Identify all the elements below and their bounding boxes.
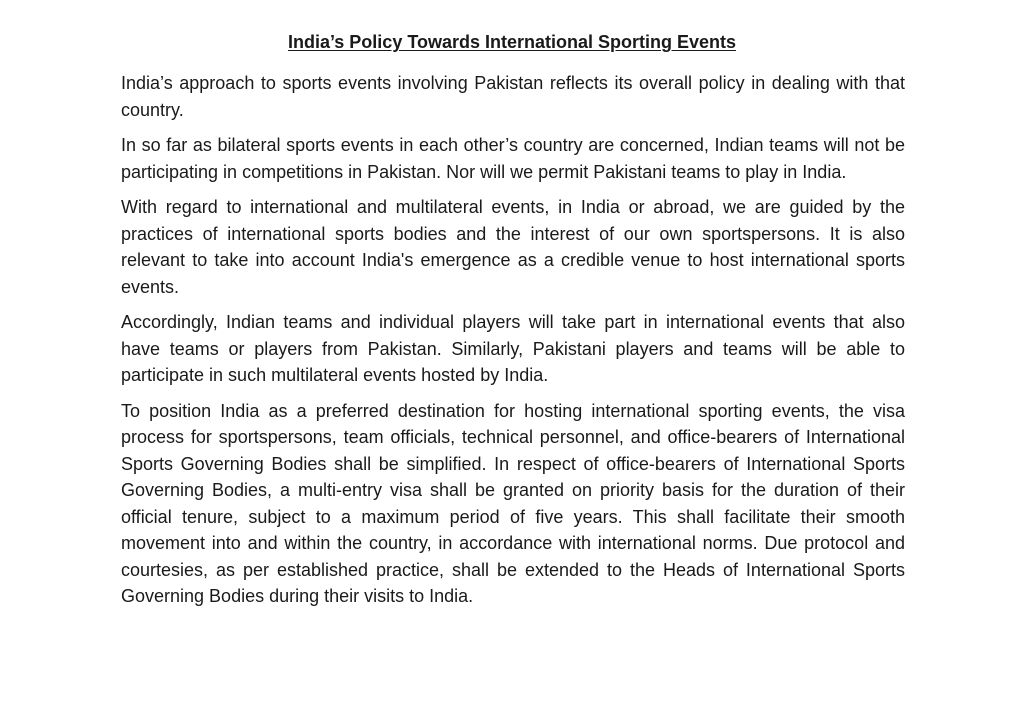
paragraph-visa-process: To position India as a preferred destination for hosting international sporting events, the visa process for sportspersons, team officials, technical personnel, and office-bearers of International Sports Governing Bodies shall be simplified. In respect of office-bearers of International Sports Governing Bodies, a multi-entry visa shall be granted on priority basis for the duration of their official tenure, subject to a maximum period of five years. This shall facilitate their smooth movement into and within the country, in accordance with international norms. Due protocol and courtesies, as per established practice, shall be extended to the Heads of International Sports Governing Bodies during their visits to India. xyxy=(121,400,905,606)
document-title: India’s Policy Towards International Sporting Events xyxy=(287,32,737,52)
paragraph-bilateral-events: In so far as bilateral sports events in each other’s country are concerned, Indian teams will not be participating in competitions in Pakistan. Nor will we permit Pakistani teams to play in India. xyxy=(121,135,905,182)
paragraph-approach: India’s approach to sports events involving Pakistan reflects its overall policy in dealing with that country. xyxy=(121,73,905,120)
paragraph-participation: Accordingly, Indian teams and individual players will take part in international events that also have teams or players from Pakistan. Similarly, Pakistani players and teams will be able to participate in such multilateral events hosted by India. xyxy=(121,312,905,385)
paragraph-multilateral-events: With regard to international and multilateral events, in India or abroad, we are guided by the practices of international sports bodies and the interest of our own sportspersons. It is also relevant to take into account India's emergence as a credible venue to host international sports events. xyxy=(121,197,905,297)
document-body xyxy=(121,70,905,619)
